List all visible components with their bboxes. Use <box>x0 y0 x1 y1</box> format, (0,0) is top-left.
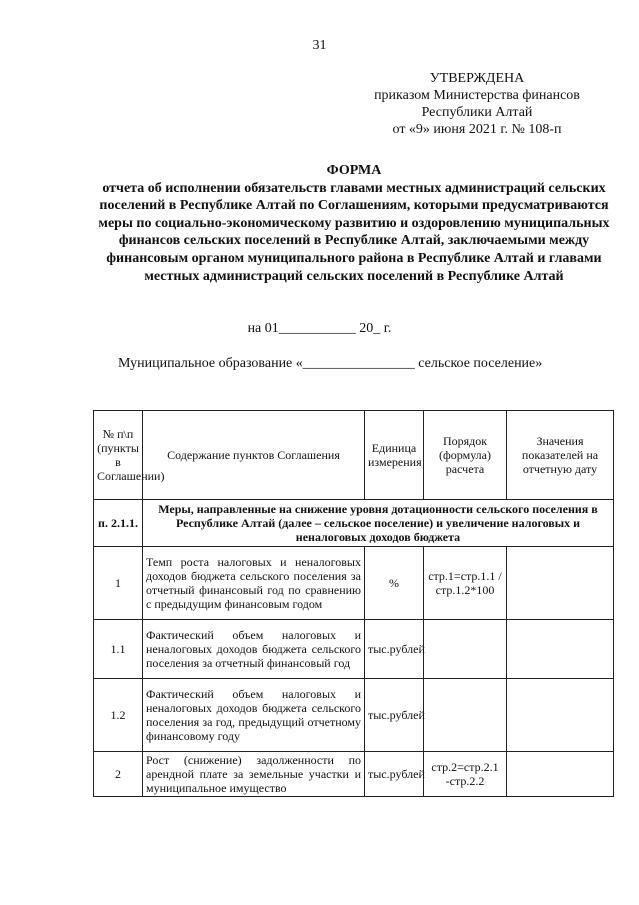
row-unit: тыс.рублей <box>365 752 424 797</box>
table-row <box>94 679 614 752</box>
header-formula: Порядок (формула) расчета <box>424 411 507 500</box>
approval-line: УТВЕРЖДЕНА <box>429 71 525 86</box>
approval-line: приказом Министерства финансов <box>374 88 580 103</box>
form-subtitle: отчета об исполнении обязательств главами местных администраций сельских поселений в Республике Алтай по Соглашениям, которыми предусматриваются меры по социально-экономическому развитию и оздоровлению муниципальных финансов сельских поселений в Республике Алтай, заключаемыми между финансовым органом муниципального района в Республике Алтай и главами местных администраций сельских поселений в Республике Алтай <box>98 180 610 284</box>
approval-line: Республики Алтай <box>421 105 533 120</box>
section-title: Меры, направленные на снижение уровня дотационности сельского поселения в Республике Алтай (далее – сельское поселение) и увеличение налоговых и неналоговых доходов бюджета <box>143 500 614 547</box>
row-content: Темп роста налоговых и неналоговых доходов бюджета сельского поселения за отчетный финансовый год по сравнению с предыдущим финансовым годом <box>143 547 365 620</box>
row-formula: стр.2=стр.2.1 -стр.2.2 <box>424 752 507 797</box>
report-table <box>93 410 614 797</box>
row-formula: стр.1=стр.1.1 /стр.1.2*100 <box>424 547 507 620</box>
section-row <box>94 500 614 547</box>
row-number: 2 <box>94 752 143 797</box>
row-formula <box>424 620 507 679</box>
row-formula <box>424 679 507 752</box>
page-number: 31 <box>312 38 327 53</box>
row-number: 1.1 <box>94 620 143 679</box>
header-num: № п\п (пункты в Соглашении) <box>94 411 143 500</box>
header-value: Значения показателей на отчетную дату <box>507 411 614 500</box>
header-unit: Единица измерения <box>365 411 424 500</box>
section-number: п. 2.1.1. <box>94 500 143 547</box>
row-content: Фактический объем налоговых и неналоговых доходов бюджета сельского поселения за год, предыдущий отчетному финансовому году <box>143 679 365 752</box>
table-row <box>94 752 614 797</box>
row-number: 1 <box>94 547 143 620</box>
row-value <box>507 620 614 679</box>
row-value <box>507 547 614 620</box>
row-value <box>507 752 614 797</box>
form-heading: ФОРМА <box>326 163 382 178</box>
row-content: Фактический объем налоговых и неналоговых доходов бюджета сельского поселения за отчетный финансовый год <box>143 620 365 679</box>
report-date-line: на 01___________ 20_ г. <box>247 321 392 336</box>
row-number: 1.2 <box>94 679 143 752</box>
row-content: Рост (снижение) задолженности по арендной плате за земельные участки и муниципальное имущество <box>143 752 365 797</box>
row-unit: тыс.рублей <box>365 620 424 679</box>
table-header-row <box>94 411 614 500</box>
row-unit: % <box>365 547 424 620</box>
row-unit: тыс.рублей <box>365 679 424 752</box>
row-value <box>507 679 614 752</box>
header-content: Содержание пунктов Соглашения <box>143 411 365 500</box>
municipality-line: Муниципальное образование «________________ сельское поселение» <box>118 356 543 371</box>
table-row <box>94 620 614 679</box>
table-row <box>94 547 614 620</box>
approval-line: от «9» июня 2021 г. № 108-п <box>392 122 562 137</box>
approval-block <box>347 70 607 138</box>
form-title-block <box>90 162 618 285</box>
